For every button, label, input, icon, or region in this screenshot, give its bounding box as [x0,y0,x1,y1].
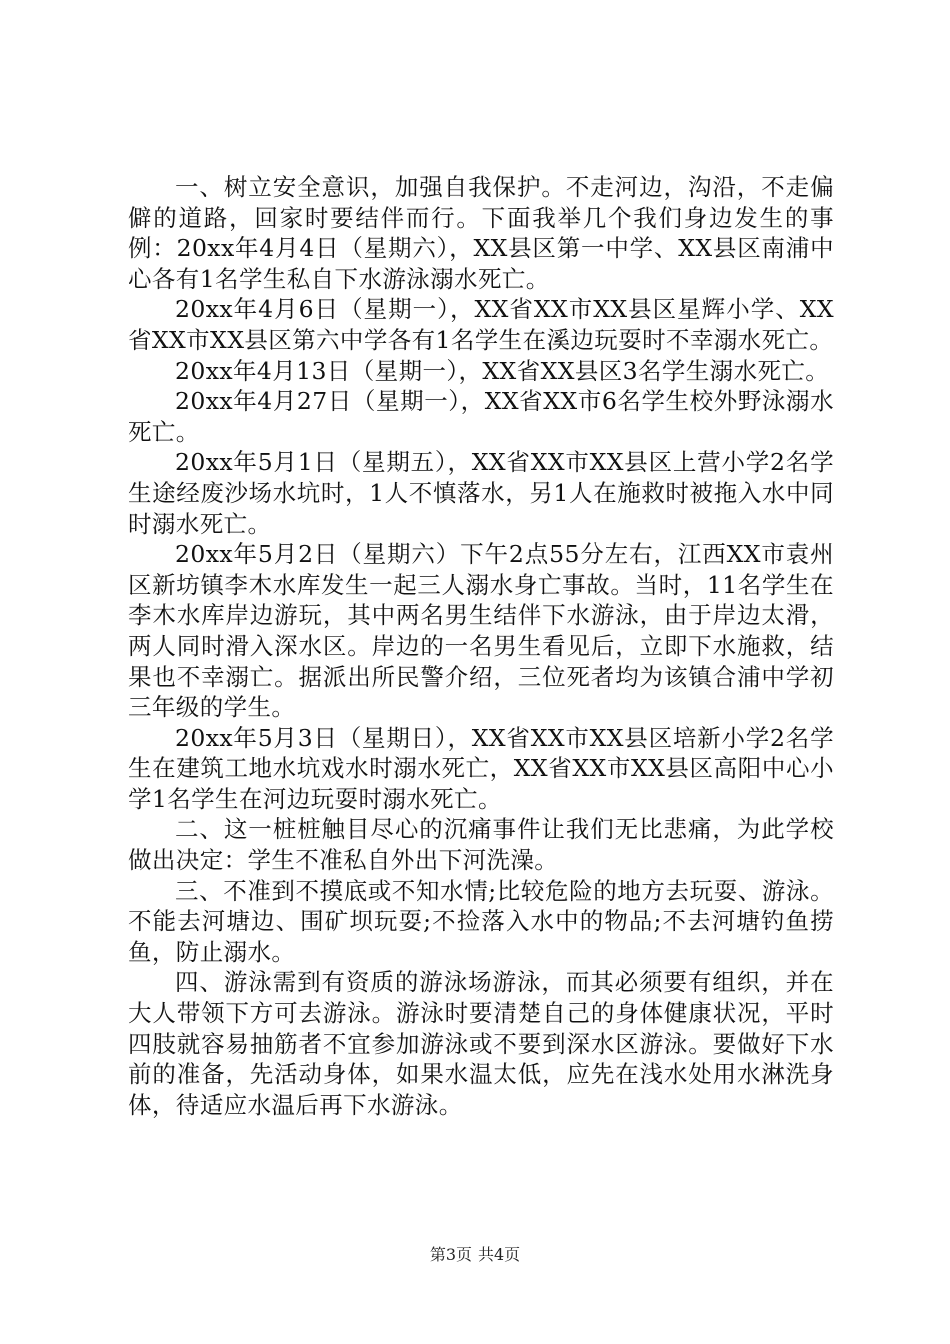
paragraph-incident-may-3: 20xx年5月3日（星期日），XX省XX市XX县区培新小学2名学生在建筑工地水坑戏水时溺水死亡，XX省XX市XX县区高阳中心小学1名学生在河边玩耍时溺水死亡。 [128,723,834,813]
page-footer [0,1245,950,1265]
document-body [128,172,834,1120]
paragraph-prohibited-places: 三、不准到不摸底或不知水情;比较危险的地方去玩耍、游泳。不能去河塘边、围矿坝玩耍;不捡落入水中的物品;不去河塘钓鱼捞鱼，防止溺水。 [128,876,834,966]
paragraph-incident-april-27: 20xx年4月27日（星期一），XX省XX市6名学生校外野泳溺水死亡。 [128,387,834,446]
paragraph-safety-awareness: 一、树立安全意识，加强自我保护。不走河边，沟沿，不走偏僻的道路，回家时要结伴而行。下面我举几个我们身边发生的事例：20xx年4月4日（星期六），XX县区第一中学、XX县区南浦中心各有1名学生私自下水游泳溺水死亡。 [128,173,834,293]
page-number-total: 共4页 [478,1245,521,1264]
paragraph-incident-april-13: 20xx年4月13日（星期一），XX省XX县区3名学生溺水死亡。 [175,356,830,385]
paragraph-school-decision: 二、这一桩桩触目尽心的沉痛事件让我们无比悲痛，为此学校做出决定：学生不准私自外出下河洗澡。 [128,815,834,875]
paragraph-incident-may-1: 20xx年5月1日（星期五），XX省XX市XX县区上营小学2名学生途经废沙场水坑时，1人不慎落水，另1人在施救时被拖入水中同时溺水死亡。 [128,448,834,538]
paragraph-incident-april-6: 20xx年4月6日（星期一），XX省XX市XX县区星辉小学、XX省XX市XX县区第六中学各有1名学生在溪边玩耍时不幸溺水死亡。 [128,295,834,354]
paragraph-incident-may-2: 20xx年5月2日（星期六）下午2点55分左右，江西XX市袁州区新坊镇李木水库发生一起三人溺水身亡事故。当时，11名学生在李木水库岸边游玩，其中两名男生结伴下水游泳，由于岸边太滑，两人同时滑入深水区。岸边的一名男生看见后，立即下水施救，结果也不幸溺亡。据派出所民警介绍，三位死者均为该镇合浦中学初三年级的学生。 [128,540,834,722]
page-number-current: 第3页 [429,1245,472,1264]
paragraph-swimming-rules: 四、游泳需到有资质的游泳场游泳，而其必须要有组织，并在大人带领下方可去游泳。游泳时要清楚自己的身体健康状况，平时四肢就容易抽筋者不宜参加游泳或不要到深水区游泳。要做好下水前的准备，先活动身体，如果水温太低，应先在浅水处用水淋洗身体，待适应水温后再下水游泳。 [128,968,834,1119]
